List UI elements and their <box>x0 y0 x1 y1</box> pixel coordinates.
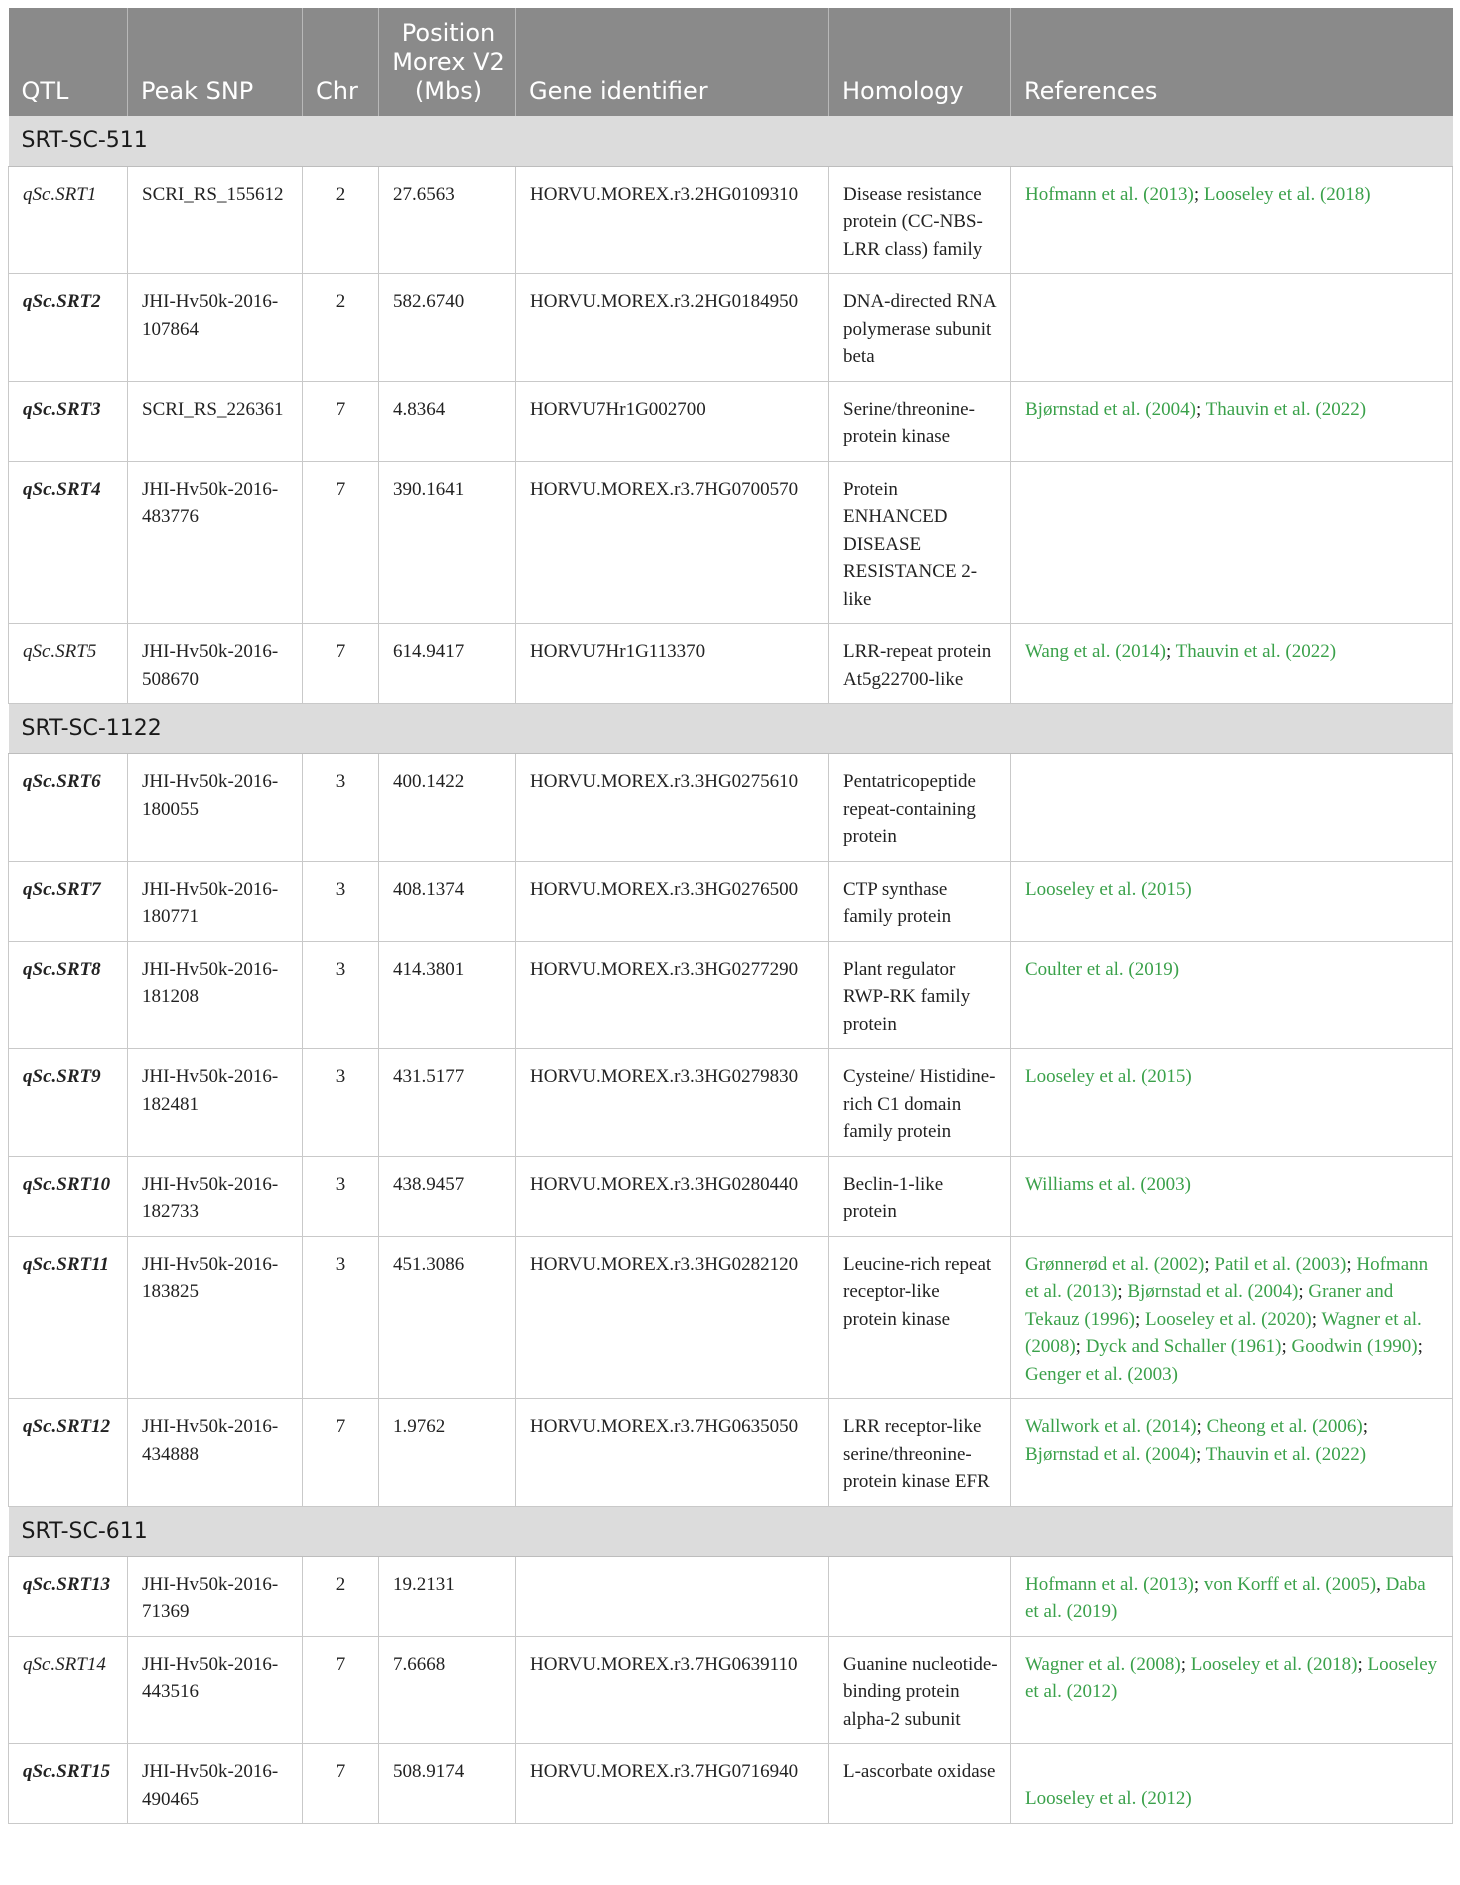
peak-snp-cell: SCRI_RS_155612 <box>128 166 303 274</box>
peak-snp-cell: JHI-Hv50k-2016-71369 <box>128 1556 303 1636</box>
references-cell <box>1011 1049 1453 1157</box>
chr-cell: 3 <box>303 1236 379 1399</box>
reference-link[interactable]: Looseley et al. (2012) <box>1025 1653 1438 1702</box>
reference-separator: ; <box>1165 641 1176 662</box>
reference-separator: ; <box>1204 1253 1215 1275</box>
qtl-cell: qSc.SRT2 <box>9 274 128 382</box>
references-cell <box>1011 1556 1453 1636</box>
gene-identifier-cell: HORVU.MOREX.r3.7HG0716940 <box>516 1744 829 1824</box>
section-row <box>9 1506 1453 1556</box>
position-cell: 614.9417 <box>379 624 516 704</box>
gene-identifier-cell: HORVU.MOREX.r3.2HG0109310 <box>516 166 829 274</box>
position-cell: 390.1641 <box>379 461 516 624</box>
reference-link[interactable]: Wang et al. (2014) <box>1025 641 1166 662</box>
position-cell: 408.1374 <box>379 861 516 941</box>
reference-separator: ; <box>1281 1336 1292 1357</box>
qtl-cell: qSc.SRT8 <box>9 941 128 1049</box>
homology-cell: Serine/threonine-protein kinase <box>829 381 1011 461</box>
reference-separator: , <box>1376 1573 1386 1595</box>
chr-cell: 7 <box>303 624 379 704</box>
gene-identifier-cell: HORVU.MOREX.r3.2HG0184950 <box>516 274 829 382</box>
table-row <box>9 1236 1453 1399</box>
chr-cell: 3 <box>303 941 379 1049</box>
homology-cell: Beclin-1-like protein <box>829 1156 1011 1236</box>
position-cell: 414.3801 <box>379 941 516 1049</box>
qtl-cell: qSc.SRT7 <box>9 861 128 941</box>
homology-cell: Plant regulator RWP-RK family protein <box>829 941 1011 1049</box>
peak-snp-cell: JHI-Hv50k-2016-508670 <box>128 624 303 704</box>
reference-link[interactable]: Graner and Tekauz (1996) <box>1025 1281 1394 1330</box>
reference-link[interactable]: Hofmann et al. (2013) <box>1025 1253 1429 1302</box>
references-cell <box>1011 1399 1453 1507</box>
reference-separator: ; <box>1362 1416 1369 1437</box>
section-row <box>9 704 1453 754</box>
peak-snp-cell: JHI-Hv50k-2016-443516 <box>128 1636 303 1744</box>
reference-separator: ; <box>1346 1253 1357 1275</box>
peak-snp-cell: JHI-Hv50k-2016-182481 <box>128 1049 303 1157</box>
reference-link[interactable]: Grønnerød et al. (2002) <box>1025 1253 1205 1275</box>
table-row <box>9 1556 1453 1636</box>
reference-separator: ; <box>1134 1308 1146 1330</box>
reference-link[interactable]: Wallwork et al. (2014) <box>1025 1416 1197 1437</box>
gene-identifier-cell: HORVU.MOREX.r3.3HG0279830 <box>516 1049 829 1157</box>
position-cell: 1.9762 <box>379 1399 516 1507</box>
reference-link[interactable]: Looseley et al. (2012) <box>1025 1788 1192 1809</box>
reference-link[interactable]: Cheong et al. (2006) <box>1206 1416 1363 1437</box>
gene-identifier-cell: HORVU.MOREX.r3.3HG0282120 <box>516 1236 829 1399</box>
section-row <box>9 116 1453 166</box>
reference-separator: ; <box>1193 183 1204 205</box>
references-cell <box>1011 861 1453 941</box>
chr-cell: 3 <box>303 861 379 941</box>
reference-separator: ; <box>1193 1573 1204 1595</box>
gene-identifier-cell: HORVU.MOREX.r3.3HG0276500 <box>516 861 829 941</box>
references-cell <box>1011 941 1453 1049</box>
reference-link[interactable]: Looseley et al. (2015) <box>1025 878 1192 900</box>
position-cell: 451.3086 <box>379 1236 516 1399</box>
header-peak-snp: Peak SNP <box>128 8 303 116</box>
qtl-cell: qSc.SRT1 <box>9 166 128 274</box>
reference-separator: ; <box>1117 1281 1128 1302</box>
reference-link[interactable]: Hofmann et al. (2013) <box>1025 1573 1194 1595</box>
header-position: Position Morex V2 (Mbs) <box>379 8 516 116</box>
qtl-cell: qSc.SRT6 <box>9 754 128 862</box>
homology-cell: Pentatricopeptide repeat-containing protein <box>829 754 1011 862</box>
table-row <box>9 1744 1453 1824</box>
section-label: SRT-SC-611 <box>9 1506 1453 1556</box>
chr-cell: 2 <box>303 274 379 382</box>
table-row <box>9 624 1453 704</box>
references-cell <box>1011 461 1453 624</box>
gene-identifier-cell: HORVU.MOREX.r3.3HG0277290 <box>516 941 829 1049</box>
homology-cell: Leucine-rich repeat receptor-like protein kinase <box>829 1236 1011 1399</box>
gene-identifier-cell: HORVU7Hr1G113370 <box>516 624 829 704</box>
reference-link[interactable]: Daba et al. (2019) <box>1025 1573 1426 1622</box>
chr-cell: 2 <box>303 1556 379 1636</box>
reference-link[interactable]: Thauvin et al. (2022) <box>1205 1443 1367 1465</box>
reference-link[interactable]: Hofmann et al. (2013) <box>1025 183 1194 205</box>
peak-snp-cell: JHI-Hv50k-2016-180771 <box>128 861 303 941</box>
section-label: SRT-SC-1122 <box>9 704 1453 754</box>
table-row <box>9 1156 1453 1236</box>
reference-separator: ; <box>1195 398 1206 420</box>
references-cell <box>1011 274 1453 382</box>
homology-cell: DNA-directed RNA polymerase subunit beta <box>829 274 1011 382</box>
qtl-cell: qSc.SRT12 <box>9 1399 128 1507</box>
peak-snp-cell: JHI-Hv50k-2016-490465 <box>128 1744 303 1824</box>
gene-identifier-cell: HORVU.MOREX.r3.3HG0275610 <box>516 754 829 862</box>
table-container <box>8 8 1452 1824</box>
table-row <box>9 1049 1453 1157</box>
position-cell: 508.9174 <box>379 1744 516 1824</box>
reference-link[interactable]: Genger et al. (2003) <box>1025 1363 1178 1385</box>
table-body <box>9 116 1453 1824</box>
homology-cell: CTP synthase family protein <box>829 861 1011 941</box>
reference-link[interactable]: Bjørnstad et al. (2004) <box>1025 1443 1196 1465</box>
reference-link[interactable]: Looseley et al. (2015) <box>1025 1066 1192 1087</box>
qtl-cell: qSc.SRT10 <box>9 1156 128 1236</box>
table-header <box>9 8 1453 116</box>
chr-cell: 3 <box>303 1156 379 1236</box>
header-gene-identifier: Gene identifier <box>516 8 829 116</box>
table-row <box>9 461 1453 624</box>
position-cell: 7.6668 <box>379 1636 516 1744</box>
reference-link[interactable]: Goodwin (1990) <box>1291 1336 1418 1357</box>
table-row <box>9 941 1453 1049</box>
homology-cell: LRR receptor-like serine/threonine-protein kinase EFR <box>829 1399 1011 1507</box>
references-cell <box>1011 381 1453 461</box>
reference-link[interactable]: Looseley et al. (2020) <box>1145 1308 1312 1330</box>
references-cell <box>1011 1156 1453 1236</box>
reference-link[interactable]: Thauvin et al. (2022) <box>1175 641 1337 662</box>
chr-cell: 7 <box>303 381 379 461</box>
homology-cell: Disease resistance protein (CC-NBS-LRR class) family <box>829 166 1011 274</box>
qtl-cell: qSc.SRT14 <box>9 1636 128 1744</box>
reference-link[interactable]: von Korff et al. (2005) <box>1203 1573 1377 1595</box>
reference-link[interactable]: Wagner et al. (2008) <box>1025 1308 1422 1357</box>
section-label: SRT-SC-511 <box>9 116 1453 166</box>
table-row <box>9 166 1453 274</box>
reference-link[interactable]: Looseley et al. (2018) <box>1190 1653 1358 1675</box>
references-cell <box>1011 1744 1453 1824</box>
reference-separator: ; <box>1195 1443 1206 1465</box>
homology-cell: LRR-repeat protein At5g22700-like <box>829 624 1011 704</box>
qtl-cell: qSc.SRT13 <box>9 1556 128 1636</box>
chr-cell: 2 <box>303 166 379 274</box>
table-row <box>9 861 1453 941</box>
homology-cell: L-ascorbate oxidase <box>829 1744 1011 1824</box>
reference-separator: ; <box>1075 1336 1086 1357</box>
header-homology: Homology <box>829 8 1011 116</box>
homology-cell: Protein ENHANCED DISEASE RESISTANCE 2-like <box>829 461 1011 624</box>
homology-cell: Guanine nucleotide-binding protein alpha-2 subunit <box>829 1636 1011 1744</box>
chr-cell: 3 <box>303 754 379 862</box>
position-cell: 438.9457 <box>379 1156 516 1236</box>
chr-cell: 7 <box>303 1399 379 1507</box>
qtl-cell: qSc.SRT9 <box>9 1049 128 1157</box>
header-references: References <box>1011 8 1453 116</box>
reference-link[interactable]: Bjørnstad et al. (2004) <box>1127 1281 1299 1302</box>
reference-link[interactable]: Coulter et al. (2019) <box>1025 958 1180 980</box>
homology-cell: Cysteine/ Histidine-rich C1 domain family protein <box>829 1049 1011 1157</box>
gene-identifier-cell: HORVU.MOREX.r3.7HG0639110 <box>516 1636 829 1744</box>
reference-link[interactable]: Thauvin et al. (2022) <box>1205 398 1367 420</box>
reference-link[interactable]: Williams et al. (2003) <box>1025 1173 1191 1195</box>
table-row <box>9 381 1453 461</box>
peak-snp-cell: JHI-Hv50k-2016-181208 <box>128 941 303 1049</box>
table-row <box>9 754 1453 862</box>
references-cell <box>1011 754 1453 862</box>
peak-snp-cell: JHI-Hv50k-2016-434888 <box>128 1399 303 1507</box>
position-cell: 400.1422 <box>379 754 516 862</box>
header-row <box>9 8 1453 116</box>
reference-link[interactable]: Dyck and Schaller (1961) <box>1085 1336 1282 1357</box>
table-row <box>9 1636 1453 1744</box>
peak-snp-cell: JHI-Hv50k-2016-180055 <box>128 754 303 862</box>
chr-cell: 7 <box>303 1744 379 1824</box>
peak-snp-cell: JHI-Hv50k-2016-182733 <box>128 1156 303 1236</box>
reference-link[interactable]: Looseley et al. (2018) <box>1203 183 1371 205</box>
header-chr: Chr <box>303 8 379 116</box>
reference-separator: ; <box>1357 1653 1368 1675</box>
reference-separator: ; <box>1180 1653 1191 1675</box>
qtl-table <box>8 8 1453 1824</box>
position-cell: 19.2131 <box>379 1556 516 1636</box>
table-row <box>9 274 1453 382</box>
position-cell: 4.8364 <box>379 381 516 461</box>
position-cell: 27.6563 <box>379 166 516 274</box>
qtl-cell: qSc.SRT15 <box>9 1744 128 1824</box>
reference-separator: ; <box>1298 1281 1309 1302</box>
qtl-cell: qSc.SRT3 <box>9 381 128 461</box>
homology-cell <box>829 1556 1011 1636</box>
reference-link[interactable]: Patil et al. (2003) <box>1214 1253 1347 1275</box>
gene-identifier-cell: HORVU.MOREX.r3.7HG0700570 <box>516 461 829 624</box>
gene-identifier-cell <box>516 1556 829 1636</box>
reference-separator: ; <box>1196 1416 1207 1437</box>
references-cell <box>1011 1636 1453 1744</box>
peak-snp-cell: SCRI_RS_226361 <box>128 381 303 461</box>
position-cell: 431.5177 <box>379 1049 516 1157</box>
peak-snp-cell: JHI-Hv50k-2016-183825 <box>128 1236 303 1399</box>
gene-identifier-cell: HORVU.MOREX.r3.7HG0635050 <box>516 1399 829 1507</box>
chr-cell: 7 <box>303 461 379 624</box>
references-cell <box>1011 166 1453 274</box>
gene-identifier-cell: HORVU7Hr1G002700 <box>516 381 829 461</box>
chr-cell: 3 <box>303 1049 379 1157</box>
qtl-cell: qSc.SRT4 <box>9 461 128 624</box>
reference-link[interactable]: Bjørnstad et al. (2004) <box>1025 398 1196 420</box>
references-cell <box>1011 1236 1453 1399</box>
chr-cell: 7 <box>303 1636 379 1744</box>
reference-link[interactable]: Wagner et al. (2008) <box>1025 1653 1181 1675</box>
peak-snp-cell: JHI-Hv50k-2016-483776 <box>128 461 303 624</box>
qtl-cell: qSc.SRT5 <box>9 624 128 704</box>
qtl-cell: qSc.SRT11 <box>9 1236 128 1399</box>
position-cell: 582.6740 <box>379 274 516 382</box>
table-row <box>9 1399 1453 1507</box>
gene-identifier-cell: HORVU.MOREX.r3.3HG0280440 <box>516 1156 829 1236</box>
reference-separator: ; <box>1417 1336 1423 1357</box>
references-cell <box>1011 624 1453 704</box>
header-qtl: QTL <box>9 8 128 116</box>
reference-separator: ; <box>1311 1308 1322 1330</box>
peak-snp-cell: JHI-Hv50k-2016-107864 <box>128 274 303 382</box>
